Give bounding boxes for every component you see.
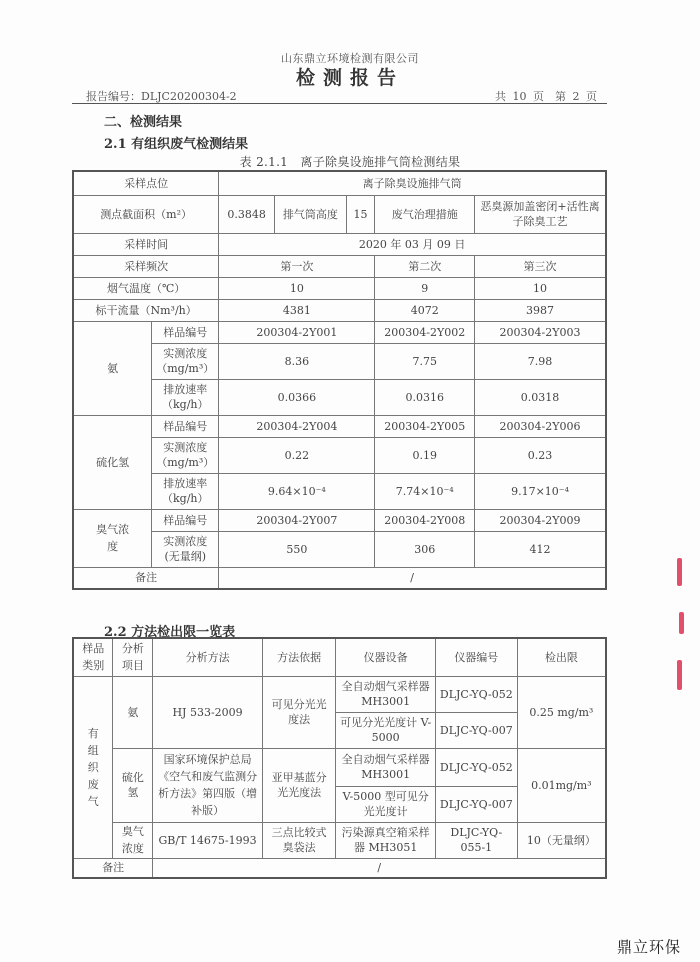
ammonia-rate-3: 0.0318 (475, 379, 606, 415)
instrument-id-odor-1: DLJC-YQ-055-1 (435, 822, 517, 858)
instrument-id-h2s-2: DLJC-YQ-007 (435, 786, 517, 822)
method-odor: GB/T 14675-1993 (153, 822, 262, 858)
ammonia-sample-2: 200304-2Y002 (375, 321, 475, 343)
odor-label: 臭气浓度 (73, 509, 152, 567)
h2s-rate-1: 9.64×10⁻⁴ (219, 473, 375, 509)
section-heading-2-1: 2.1 有组织废气检测结果 (104, 137, 249, 152)
h2s-sample-2: 200304-2Y005 (375, 415, 475, 437)
frequency-label: 采样频次 (73, 255, 219, 277)
sampling-point-label: 采样点位 (73, 171, 219, 195)
h2s-rate-3: 9.17×10⁻⁴ (475, 473, 606, 509)
temp-label: 烟气温度（℃） (73, 277, 219, 299)
remark-label: 备注 (73, 858, 153, 878)
watermark-logo: 鼎立环保 (617, 937, 682, 957)
ammonia-conc-2: 7.75 (375, 343, 475, 379)
seam-stamp-mark (677, 558, 682, 586)
ammonia-rate-2: 0.0316 (375, 379, 475, 415)
ammonia-label: 氨 (73, 321, 152, 415)
ammonia-conc-3: 7.98 (475, 343, 606, 379)
flow-label: 标干流量（Nm³/h） (73, 299, 219, 321)
limit-h2s: 0.01mg/m³ (517, 748, 606, 822)
seam-stamp-mark (679, 612, 684, 634)
instrument-odor-1: 污染源真空箱采样器 MH3051 (336, 822, 436, 858)
header-item: 分析项目 (113, 638, 153, 676)
ammonia-conc-1: 8.36 (219, 343, 375, 379)
report-number-value: DLJC20200304-2 (141, 90, 237, 103)
rate-label-text: 排放速率 (163, 383, 208, 396)
instrument-h2s-1: 全自动烟气采样器 MH3001 (336, 748, 436, 786)
stack-height-value: 15 (346, 195, 375, 233)
method-ammonia: HJ 533-2009 (153, 676, 262, 748)
conc-label (152, 437, 219, 473)
treatment-label: 废气治理措施 (375, 195, 475, 233)
ammonia-sample-1: 200304-2Y001 (219, 321, 375, 343)
frequency-3: 第三次 (475, 255, 606, 277)
sample-no-label: 样品编号 (152, 321, 219, 343)
conc-label-text: 实测浓度 (163, 347, 208, 360)
h2s-conc-3: 0.23 (475, 437, 606, 473)
flow-1: 4381 (219, 299, 375, 321)
item-odor: 臭气浓度 (113, 822, 153, 858)
flow-2: 4072 (375, 299, 475, 321)
frequency-2: 第二次 (375, 255, 475, 277)
h2s-sample-1: 200304-2Y004 (219, 415, 375, 437)
rate-label (152, 473, 219, 509)
header-basis: 方法依据 (262, 638, 336, 676)
instrument-id-ammonia-1: DLJC-YQ-052 (435, 676, 517, 712)
basis-h2s: 亚甲基蓝分光光度法 (262, 748, 336, 822)
temp-2: 9 (375, 277, 475, 299)
header-category: 样品类别 (73, 638, 113, 676)
seam-stamp-mark (677, 660, 682, 690)
frequency-1: 第一次 (219, 255, 375, 277)
basis-ammonia: 可见分光光度法 (262, 676, 336, 748)
limit-ammonia: 0.25 mg/m³ (517, 676, 606, 748)
rate-unit: （kg/h） (162, 398, 209, 411)
report-header-line (72, 86, 607, 104)
report-number-label: 报告编号： (86, 90, 141, 103)
odor-sample-3: 200304-2Y009 (475, 509, 606, 531)
sample-no-label: 样品编号 (152, 415, 219, 437)
h2s-label: 硫化氢 (73, 415, 152, 509)
h2s-conc-2: 0.19 (375, 437, 475, 473)
item-ammonia: 氨 (113, 676, 153, 748)
sampling-point-value: 离子除臭设施排气筒 (219, 171, 606, 195)
item-h2s: 硫化氢 (113, 748, 153, 822)
remark-label: 备注 (73, 567, 219, 589)
page-count: 共 10 页 第 2 页 (495, 90, 597, 103)
sample-no-label: 样品编号 (152, 509, 219, 531)
method-h2s: 国家环境保护总局《空气和废气监测分析方法》第四版（增补版） (153, 748, 262, 822)
conc-label-text: 实测浓度 (163, 535, 208, 548)
header-instrument: 仪器设备 (336, 638, 436, 676)
header-limit: 检出限 (517, 638, 606, 676)
remark-value: / (153, 858, 606, 878)
limit-odor: 10（无量纲） (517, 822, 606, 858)
rate-unit: （kg/h） (162, 492, 209, 505)
method-limit-table (72, 637, 607, 879)
company-name: 山东鼎立环境检测有限公司 (281, 52, 419, 65)
report-title: 检测报告 (295, 67, 404, 89)
sampling-time-value: 2020 年 03 月 09 日 (219, 233, 606, 255)
results-table (72, 170, 607, 590)
section-heading-2-2: 2.2 方法检出限一览表 (104, 625, 236, 640)
temp-3: 10 (475, 277, 606, 299)
treatment-value: 恶臭源加盖密闭+活性离子除臭工艺 (475, 195, 606, 233)
temp-1: 10 (219, 277, 375, 299)
odor-conc-2: 306 (375, 531, 475, 567)
flow-3: 3987 (475, 299, 606, 321)
instrument-ammonia-1: 全自动烟气采样器 MH3001 (336, 676, 436, 712)
rate-label (152, 379, 219, 415)
category-cell: 有组织废气 (73, 676, 113, 858)
odor-sample-2: 200304-2Y008 (375, 509, 475, 531)
instrument-id-ammonia-2: DLJC-YQ-007 (435, 712, 517, 748)
area-value: 0.3848 (219, 195, 275, 233)
odor-sample-1: 200304-2Y007 (219, 509, 375, 531)
instrument-id-h2s-1: DLJC-YQ-052 (435, 748, 517, 786)
remark-value: / (219, 567, 606, 589)
header-method: 分析方法 (153, 638, 262, 676)
h2s-sample-3: 200304-2Y006 (475, 415, 606, 437)
conc-label (152, 531, 219, 567)
rate-label-text: 排放速率 (163, 477, 208, 490)
stack-height-label: 排气筒高度 (275, 195, 346, 233)
ammonia-rate-1: 0.0366 (219, 379, 375, 415)
conc-unit: (无量纲) (164, 550, 207, 563)
h2s-rate-2: 7.74×10⁻⁴ (375, 473, 475, 509)
ammonia-sample-3: 200304-2Y003 (475, 321, 606, 343)
section-heading-results: 二、检测结果 (104, 115, 183, 130)
conc-unit: （mg/m³） (156, 362, 215, 375)
odor-conc-3: 412 (475, 531, 606, 567)
conc-label (152, 343, 219, 379)
instrument-ammonia-2: 可见分光光度计 V-5000 (336, 712, 436, 748)
h2s-conc-1: 0.22 (219, 437, 375, 473)
conc-unit: （mg/m³） (156, 456, 215, 469)
conc-label-text: 实测浓度 (163, 441, 208, 454)
table-caption: 表 2.1.1 离子除臭设施排气筒检测结果 (239, 155, 461, 169)
sampling-time-label: 采样时间 (73, 233, 219, 255)
odor-conc-1: 550 (219, 531, 375, 567)
area-label: 测点截面积（m²） (73, 195, 219, 233)
basis-odor: 三点比较式臭袋法 (262, 822, 336, 858)
instrument-h2s-2: V-5000 型可见分光光度计 (336, 786, 436, 822)
report-number (86, 88, 237, 104)
header-instrument-id: 仪器编号 (435, 638, 517, 676)
